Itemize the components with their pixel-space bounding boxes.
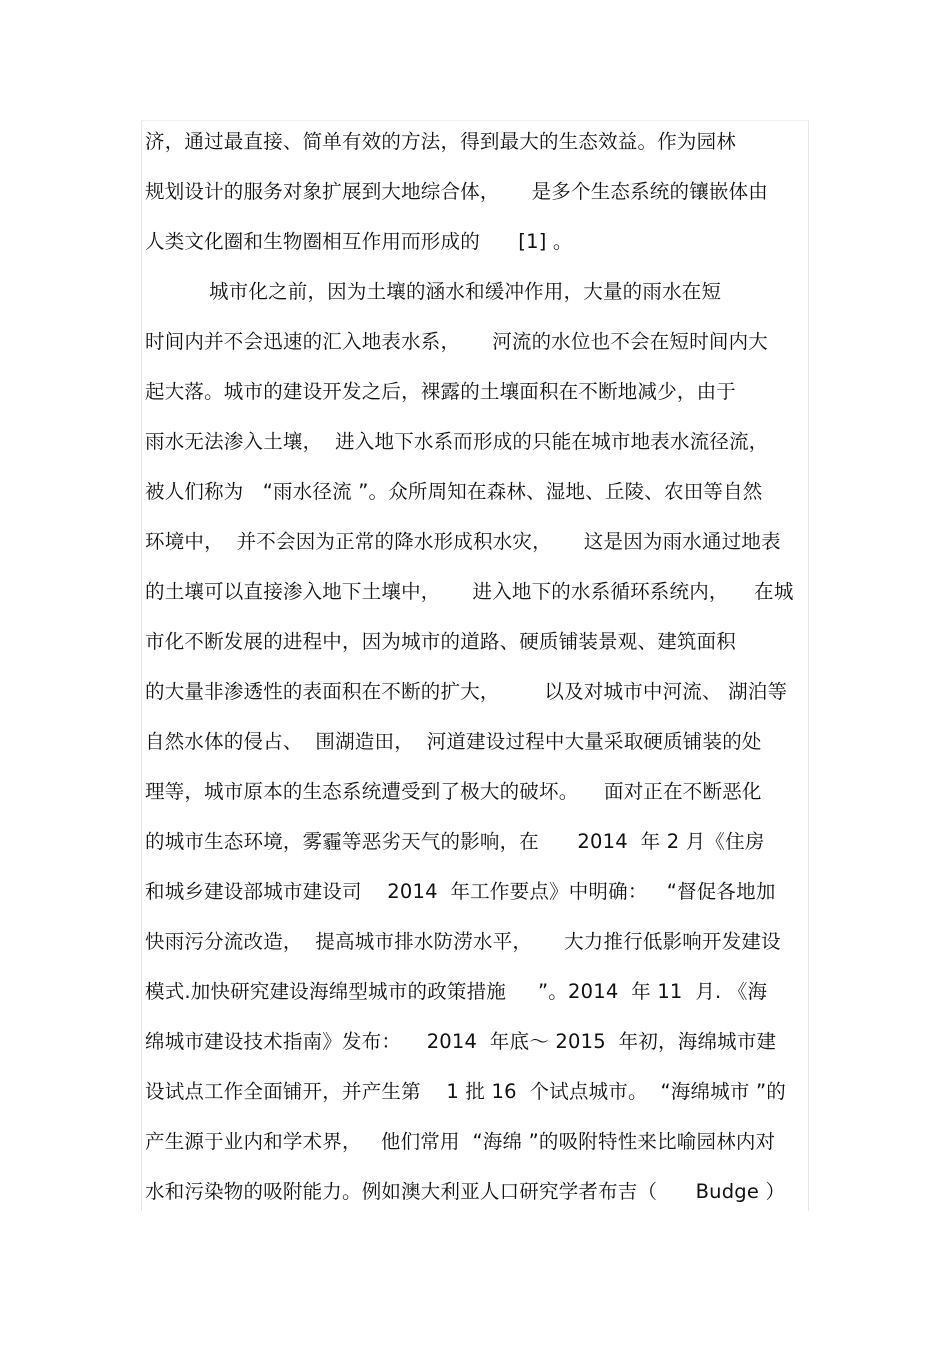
text-line: 济，通过最直接、简单有效的方法，得到最大的生态效益。作为园林 [145,130,737,153]
text-line: 规划设计的服务对象扩展到大地综合体， 是多个生态系统的镶嵌体由 [145,180,768,203]
text-line: 的大量非渗透性的表面积在不断的扩大， 以及对城市中河流、 湖泊等 [145,680,788,703]
text-line: 绵城市建设技术指南》发布： 2014 年底～ 2015 年初，海绵城市建 [145,1030,777,1053]
text-line: 和城乡建设部城市建设司 2014 年工作要点》中明确： “督促各地加 [145,880,776,903]
text-line: 的城市生态环境，雾霾等恶劣天气的影响，在 2014 年 2 月《住房 [145,830,765,853]
text-line: 的土壤可以直接渗入地下土壤中， 进入地下的水系循环系统内， 在城 [145,580,794,603]
text-line: 被人们称为 “雨水径流 ”。众所周知在森林、湿地、丘陵、农田等自然 [145,480,763,503]
text-line: 起大落。城市的建设开发之后，裸露的土壤面积在不断地减少，由于 [145,380,737,403]
text-line: 城市化之前，因为土壤的涵水和缓冲作用，大量的雨水在短 [145,280,722,303]
text-line: 时间内并不会迅速的汇入地表水系， 河流的水位也不会在短时间内大 [145,330,768,353]
text-line: 产生源于业内和学术界， 他们常用 “海绵 ”的吸附特性来比喻园林内对 [145,1130,776,1153]
text-line: 设试点工作全面铺开，并产生第 1 批 16 个试点城市。 “海绵城市 ”的 [145,1080,787,1103]
text-line: 水和污染物的吸附能力。例如澳大利亚人口研究学者布吉（ Budge ） [145,1180,786,1203]
text-line: 雨水无法渗入土壤， 进入地下水系而形成的只能在城市地表水流径流， [145,430,769,453]
text-line: 人类文化圈和生物圈相互作用而形成的 [1] 。 [145,230,573,253]
text-line: 理等，城市原本的生态系统遭受到了极大的破坏。 面对正在不断恶化 [145,780,762,803]
text-line: 模式.加快研究建设海绵型城市的政策措施 ”。2014 年 11 月. 《海 [145,980,768,1003]
text-line: 市化不断发展的进程中，因为城市的道路、硬质铺装景观、建筑面积 [145,630,737,653]
text-line: 自然水体的侵占、 围湖造田， 河道建设过程中大量采取硬质铺装的处 [145,730,762,753]
text-line: 环境中， 并不会因为正常的降水形成积水灾， 这是因为雨水通过地表 [145,530,781,553]
text-line: 快雨污分流改造， 提高城市排水防涝水平， 大力推行低影响开发建设 [145,930,781,953]
